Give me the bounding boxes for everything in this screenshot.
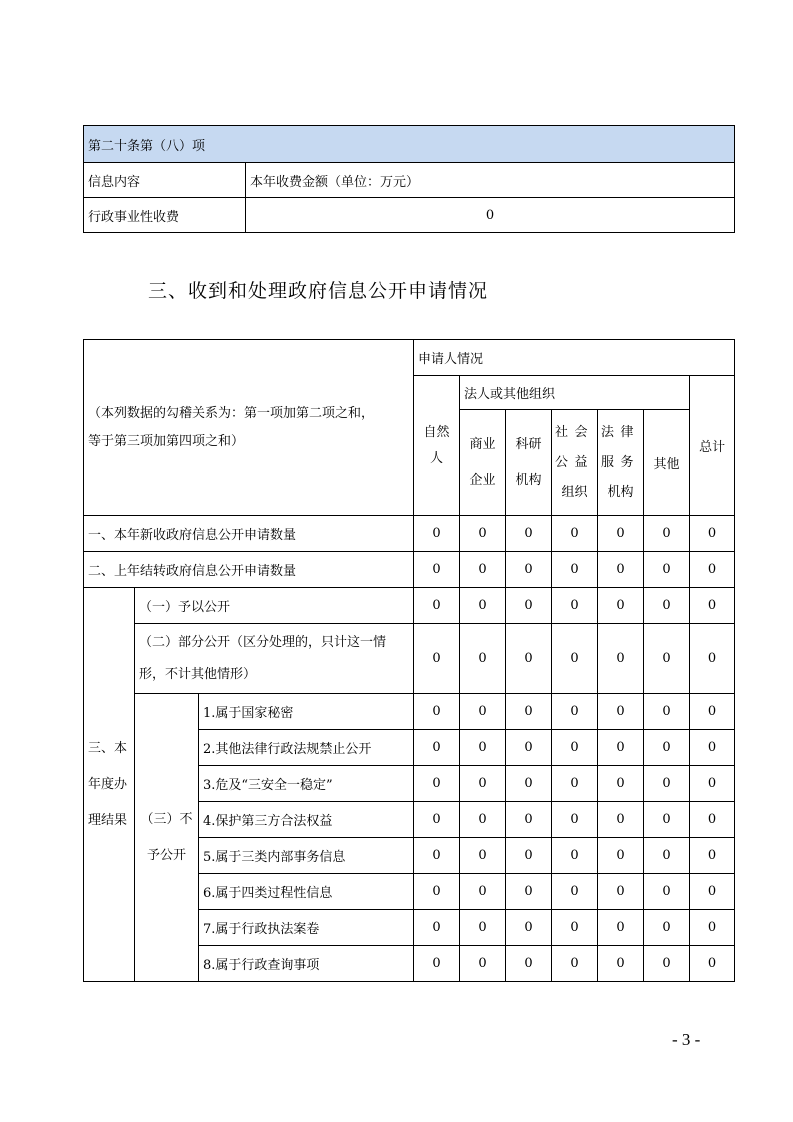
cell: 0 [690, 838, 735, 874]
cell: 0 [460, 624, 506, 694]
cell: 0 [644, 838, 690, 874]
cell: 0 [552, 588, 598, 624]
cell: 0 [552, 802, 598, 838]
cell: 0 [414, 552, 460, 588]
cell: 0 [644, 694, 690, 730]
cell: 0 [552, 552, 598, 588]
commercial-line1: 商业 [469, 436, 496, 452]
cell: 0 [598, 802, 644, 838]
cell: 0 [414, 874, 460, 910]
cell: 0 [460, 910, 506, 946]
cell: 0 [644, 802, 690, 838]
cell: 0 [506, 874, 552, 910]
cell: 0 [644, 910, 690, 946]
total-header: 总计 [690, 376, 735, 516]
group3-label [84, 588, 135, 982]
cell: 0 [414, 624, 460, 694]
corner-note-line2: 等于第三项加第四项之和） [88, 433, 245, 449]
cell: 0 [552, 766, 598, 802]
cell: 0 [414, 910, 460, 946]
sub2-line2: 形，不计其他情形） [139, 666, 257, 682]
row-label: 6.属于四类过程性信息 [199, 874, 414, 910]
cell: 0 [598, 516, 644, 552]
cell: 0 [460, 874, 506, 910]
commercial-line2: 企业 [469, 472, 496, 488]
cell: 0 [414, 838, 460, 874]
cell: 0 [690, 802, 735, 838]
admin-fee-value: 0 [246, 198, 735, 233]
cell: 0 [460, 766, 506, 802]
cell: 0 [552, 838, 598, 874]
fee-table-header: 第二十条第（八）项 [84, 126, 735, 163]
legal-person-header: 法人或其他组织 [460, 376, 690, 410]
table-row [84, 624, 735, 694]
research-line1: 科研 [515, 436, 542, 452]
cell: 0 [690, 730, 735, 766]
cell: 0 [552, 694, 598, 730]
cell: 0 [644, 766, 690, 802]
sub3-line1: （三）不 [140, 811, 193, 827]
research-line2: 机构 [515, 472, 542, 488]
cell: 0 [460, 588, 506, 624]
social-line1: 社会 [555, 424, 595, 440]
row-label: 4.保护第三方合法权益 [199, 802, 414, 838]
cell: 0 [644, 516, 690, 552]
sub3-line2: 予公开 [146, 847, 186, 863]
sub2-label [135, 624, 414, 694]
sub3-label [135, 694, 199, 982]
cell: 0 [506, 730, 552, 766]
cell: 0 [598, 946, 644, 982]
cell: 0 [690, 946, 735, 982]
natural-person-text: 自然人 [423, 424, 450, 466]
sub2-line1: （二）部分公开（区分处理的，只计这一情 [139, 634, 387, 650]
cell: 0 [690, 694, 735, 730]
cell: 0 [644, 730, 690, 766]
cell: 0 [598, 552, 644, 588]
fee-amount-label: 本年收费金额（单位：万元） [246, 163, 735, 198]
cell: 0 [690, 588, 735, 624]
cell: 0 [414, 588, 460, 624]
cell: 0 [690, 624, 735, 694]
cell: 0 [460, 730, 506, 766]
admin-fee-label: 行政事业性收费 [84, 198, 246, 233]
social-line3: 组织 [561, 484, 588, 500]
group3-line2: 年度办 [88, 776, 128, 792]
row-label: 7.属于行政执法案卷 [199, 910, 414, 946]
row-label: 1.属于国家秘密 [199, 694, 414, 730]
legal-service-line2: 服务 [601, 454, 641, 470]
fee-table [83, 125, 735, 233]
cell: 0 [598, 766, 644, 802]
cell: 0 [644, 588, 690, 624]
social-line2: 公益 [555, 454, 595, 470]
cell: 0 [644, 552, 690, 588]
cell: 0 [690, 516, 735, 552]
cell: 0 [506, 516, 552, 552]
cell: 0 [506, 766, 552, 802]
row2-label: 二、上年结转政府信息公开申请数量 [84, 552, 414, 588]
cell: 0 [598, 730, 644, 766]
legal-service-line3: 机构 [607, 484, 634, 500]
table-row [84, 552, 735, 588]
cell: 0 [506, 838, 552, 874]
social-welfare-header [552, 410, 598, 516]
row-label: 5.属于三类内部事务信息 [199, 838, 414, 874]
cell: 0 [414, 730, 460, 766]
cell: 0 [598, 838, 644, 874]
cell: 0 [644, 624, 690, 694]
legal-service-line1: 法律 [601, 424, 641, 440]
other-header: 其他 [644, 410, 690, 516]
commercial-header [460, 410, 506, 516]
info-content-label: 信息内容 [84, 163, 246, 198]
cell: 0 [506, 802, 552, 838]
applicant-header: 申请人情况 [414, 340, 735, 376]
cell: 0 [598, 874, 644, 910]
cell: 0 [644, 946, 690, 982]
cell: 0 [690, 766, 735, 802]
cell: 0 [506, 946, 552, 982]
cell: 0 [552, 516, 598, 552]
cell: 0 [414, 802, 460, 838]
cell: 0 [552, 624, 598, 694]
sub1-label: （一）予以公开 [135, 588, 414, 624]
cell: 0 [690, 910, 735, 946]
cell: 0 [598, 588, 644, 624]
cell: 0 [506, 624, 552, 694]
table-row [84, 588, 735, 624]
cell: 0 [506, 910, 552, 946]
cell: 0 [460, 516, 506, 552]
cell: 0 [460, 694, 506, 730]
cell: 0 [552, 910, 598, 946]
cell: 0 [690, 552, 735, 588]
cell: 0 [414, 766, 460, 802]
row-label: 2.其他法律行政法规禁止公开 [199, 730, 414, 766]
row-label: 8.属于行政查询事项 [199, 946, 414, 982]
cell: 0 [414, 516, 460, 552]
section-title: 三、收到和处理政府信息公开申请情况 [148, 280, 489, 302]
legal-service-header [598, 410, 644, 516]
table-row [84, 516, 735, 552]
cell: 0 [552, 946, 598, 982]
cell: 0 [552, 874, 598, 910]
cell: 0 [414, 946, 460, 982]
corner-note [84, 340, 414, 516]
cell: 0 [644, 874, 690, 910]
table-row [84, 694, 735, 730]
row-label: 3.危及“三安全一稳定” [199, 766, 414, 802]
row1-label: 一、本年新收政府信息公开申请数量 [84, 516, 414, 552]
corner-note-line1: （本列数据的勾稽关系为：第一项加第二项之和， [88, 405, 375, 421]
natural-person-header [414, 376, 460, 516]
cell: 0 [506, 552, 552, 588]
research-header [506, 410, 552, 516]
cell: 0 [598, 694, 644, 730]
application-table [83, 339, 735, 982]
cell: 0 [690, 874, 735, 910]
group3-line3: 理结果 [88, 812, 128, 828]
cell: 0 [506, 588, 552, 624]
cell: 0 [506, 694, 552, 730]
cell: 0 [598, 624, 644, 694]
page-number: - 3 - [672, 1030, 701, 1049]
cell: 0 [460, 946, 506, 982]
cell: 0 [598, 910, 644, 946]
cell: 0 [460, 552, 506, 588]
cell: 0 [460, 802, 506, 838]
group3-line1: 三、本 [88, 740, 128, 756]
cell: 0 [414, 694, 460, 730]
cell: 0 [460, 838, 506, 874]
cell: 0 [552, 730, 598, 766]
